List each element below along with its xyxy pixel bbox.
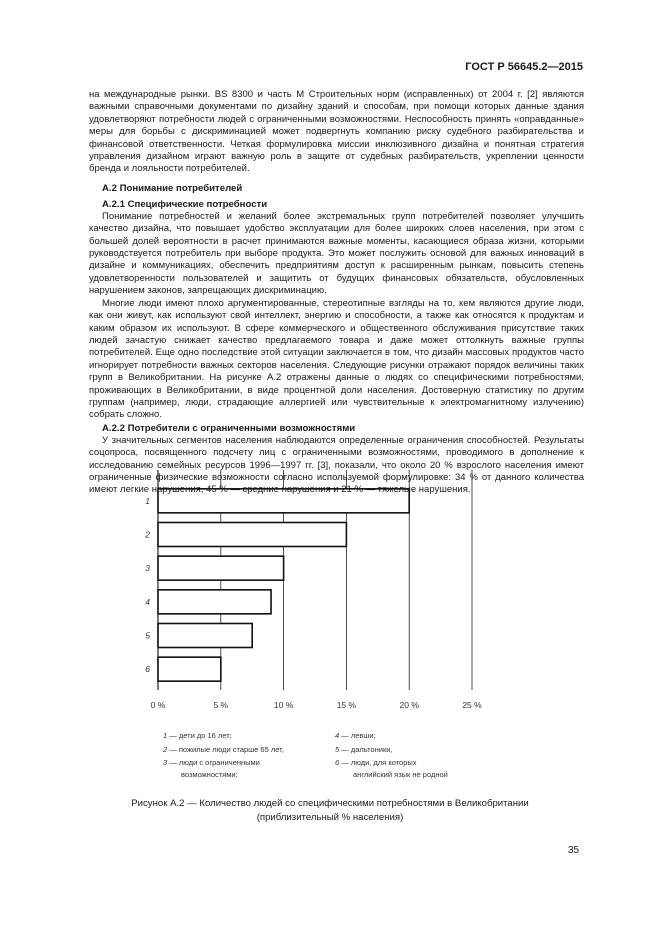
- x-tick-label: 5 %: [213, 700, 229, 710]
- subsection-heading: А.2.2 Потребители с ограниченными возможностями: [102, 422, 356, 434]
- x-tick-label: 15 %: [336, 700, 357, 710]
- legend-column-left: [163, 729, 284, 780]
- page-number: 35: [568, 845, 580, 856]
- legend-item: 3 — люди с ограниченными возможностями;: [163, 758, 260, 779]
- category-label: 1: [145, 495, 150, 506]
- caption-line: (приблизительный % населения): [256, 812, 404, 823]
- paragraph: Многие люди имеют плохо аргументированные, стереотипные взгляды на то, кем являются другие люди, как они живут, как используют свой интеллект, энергию и способности, а также как относятся к продуктам и каким образом их используют. В сфере коммерческого и общественного обслуживания присутствие таких людей зачастую снижает качество предлагаемого товара и даже может оттолкнуть важные группы потребителей. Еще одно последствие этой ситуации заключается в том, что дизайн массовых продуктов часто игнорирует потребности важных секторов населения. Следующие рисунки отражают порядок величины таких групп в Великобритании. На рисунке А.2 отражены данные о людях со специфическими потребностями, проживающих в Великобритании, в виде процентной доли населения. Достоверную статистику по другим группам (например, люди, страдающие аллергией или чувствительные к электромагнитному излучению) собрать сложно.: [89, 297, 584, 421]
- caption-line: Рисунок А.2 — Количество людей со специфическими потребностями в Великобритании: [131, 798, 529, 809]
- category-label: 2: [145, 529, 150, 540]
- x-tick-label: 0 %: [150, 700, 166, 710]
- document-header: ГОСТ Р 56645.2—2015: [465, 61, 583, 73]
- paragraph: Понимание потребностей и желаний более экстремальных групп потребителей позволяет улучшить качество дизайна, что повышает удобство эксплуатации для более широких слоев населения, при этом с большей долей вероятности в расчет принимаются важные моменты, касающиеся образа жизни, которыми руководствуется потребитель при выборе продукта. Это может послужить основой для важных инноваций в дизайне и коммуникациях, обеспечить предприятиям доступ к расширенным рынкам, повысить степень удовлетворенности пользователей и защитить от будущих финансовых обязательств, обусловленных нарушением законов, запрещающих дискриминацию.: [89, 210, 584, 297]
- x-tick-label: 20 %: [399, 700, 419, 710]
- legend-item: 2 — пожилые люди старше 65 лет,: [163, 744, 284, 754]
- bar: [158, 590, 271, 614]
- bar: [158, 657, 221, 681]
- document-body: [89, 89, 584, 497]
- subsection-heading: А.2.1 Специфические потребности: [102, 198, 268, 210]
- legend-item: 6 — люди, для которых английский язык не родной: [335, 758, 448, 779]
- x-tick-label: 25 %: [462, 700, 482, 710]
- bar: [158, 556, 284, 580]
- bar: [158, 624, 252, 648]
- legend-item: 4 — левши;: [335, 731, 376, 740]
- paragraph: на международные рынки. BS 8300 и часть M Строительных норм (исправленных) от 2004 г. [2] являются важными справочными документами по дизайну зданий и способам, при помощи которых данные здания удовлетворяют потребности людей с ограниченными возможностями. Неспособность принять «оправданные» меры для борьбы с дискриминацией может подвергнуть компанию риску судебного разбирательства и финансовой ответственности. Четкая формулировка миссии инклюзивного дизайна и понятная стратегия управления дизайном играют важную роль в защите от судебных разбирательств, укреплении ценности бренда и лояльности потребителей.: [89, 89, 584, 175]
- paragraph: У значительных сегментов населения наблюдаются определенные ограничения способностей. Результаты соцопроса, посвященного подсчету лиц с ограниченными возможностями, проводимого в дополнение к исследованию семейных ресурсов 1996—1997 гг. [3], показали, что около 20 % взрослого населения имеют ограниченные физические возможности согласно используемой формулировке: 34 % от данного количества имеют легкие нарушения, 45 % — средние нарушения и 21 % — тяжелые нарушения.: [89, 434, 584, 496]
- legend-item: 1 — дети до 16 лет;: [163, 731, 232, 740]
- bar: [158, 523, 346, 547]
- category-label: 3: [145, 563, 150, 574]
- x-tick-label: 10 %: [273, 700, 294, 710]
- section-heading: А.2 Понимание потребителей: [102, 182, 243, 194]
- category-label: 6: [145, 664, 150, 675]
- figure-caption: [60, 797, 600, 825]
- category-label: 4: [145, 596, 150, 607]
- legend-column-right: [335, 729, 448, 780]
- category-label: 5: [145, 630, 150, 641]
- legend-item: 5 — дальтоники,: [335, 744, 393, 754]
